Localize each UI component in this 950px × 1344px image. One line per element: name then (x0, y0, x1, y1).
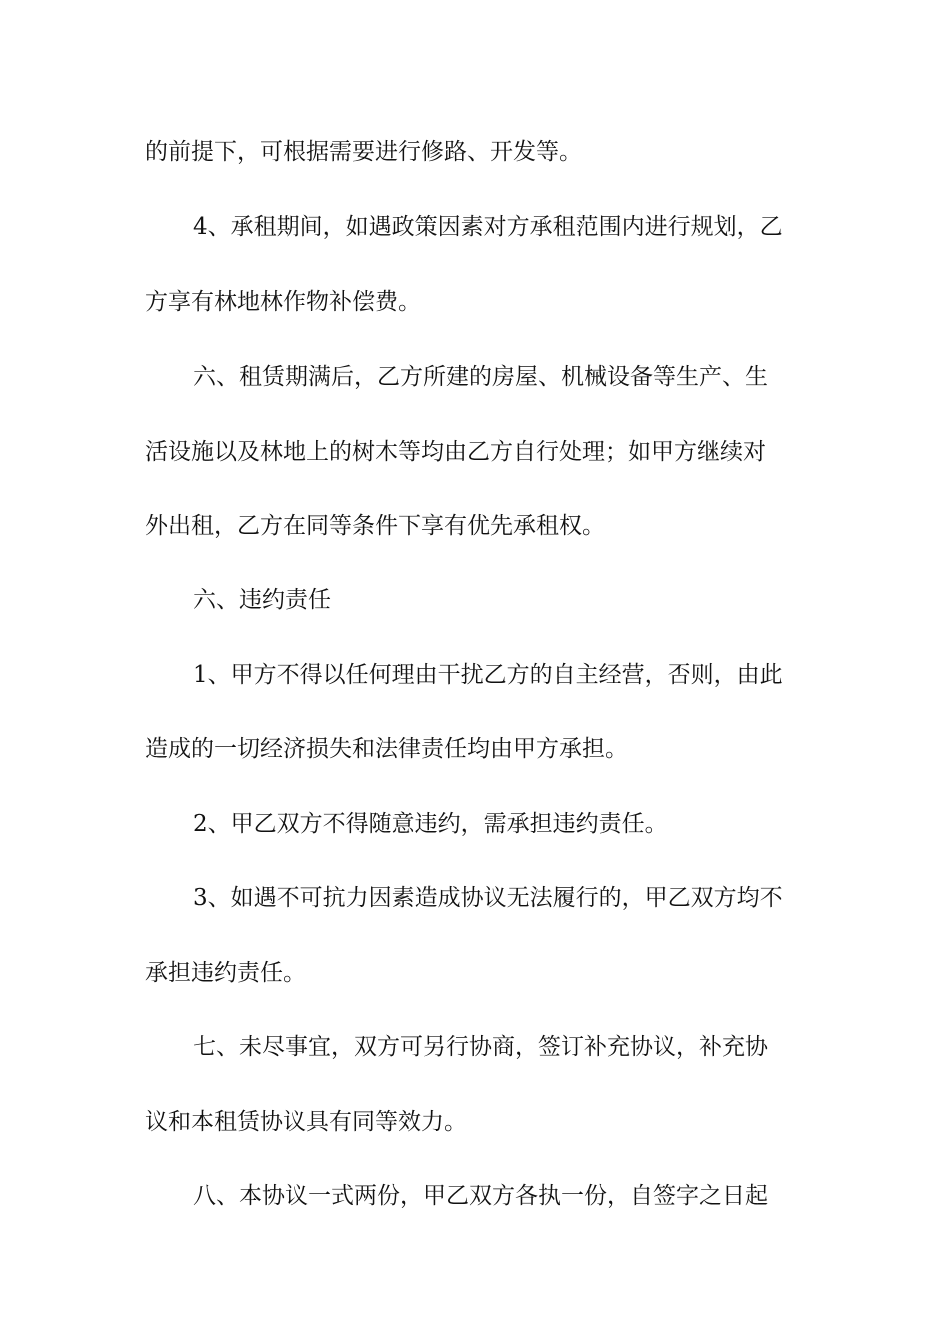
paragraph-line: 八、本协议一式两份，甲乙双方各执一份，自签字之日起 (193, 1183, 768, 1209)
paragraph-line: 议和本租赁协议具有同等效力。 (145, 1109, 467, 1135)
section-heading: 六、违约责任 (193, 587, 331, 613)
paragraph-line: 3、如遇不可抗力因素造成协议无法履行的，甲乙双方均不 (193, 885, 783, 911)
paragraph-line: 1、甲方不得以任何理由干扰乙方的自主经营，否则，由此 (193, 662, 783, 688)
paragraph-line: 4、承租期间，如遇政策因素对方承租范围内进行规划，乙 (193, 214, 783, 240)
paragraph-line: 六、租赁期满后，乙方所建的房屋、机械设备等生产、生 (193, 364, 768, 390)
paragraph-line: 外出租，乙方在同等条件下享有优先承租权。 (145, 513, 605, 539)
paragraph-line: 活设施以及林地上的树木等均由乙方自行处理；如甲方继续对 (145, 439, 766, 465)
paragraph-line: 2、甲乙双方不得随意违约，需承担违约责任。 (193, 811, 668, 837)
paragraph-line: 承担违约责任。 (145, 960, 306, 986)
paragraph-line: 造成的一切经济损失和法律责任均由甲方承担。 (145, 736, 628, 762)
paragraph-line: 的前提下，可根据需要进行修路、开发等。 (145, 139, 582, 165)
paragraph-line: 方享有林地林作物补偿费。 (145, 289, 421, 315)
paragraph-line: 七、未尽事宜，双方可另行协商，签订补充协议，补充协 (193, 1034, 768, 1060)
